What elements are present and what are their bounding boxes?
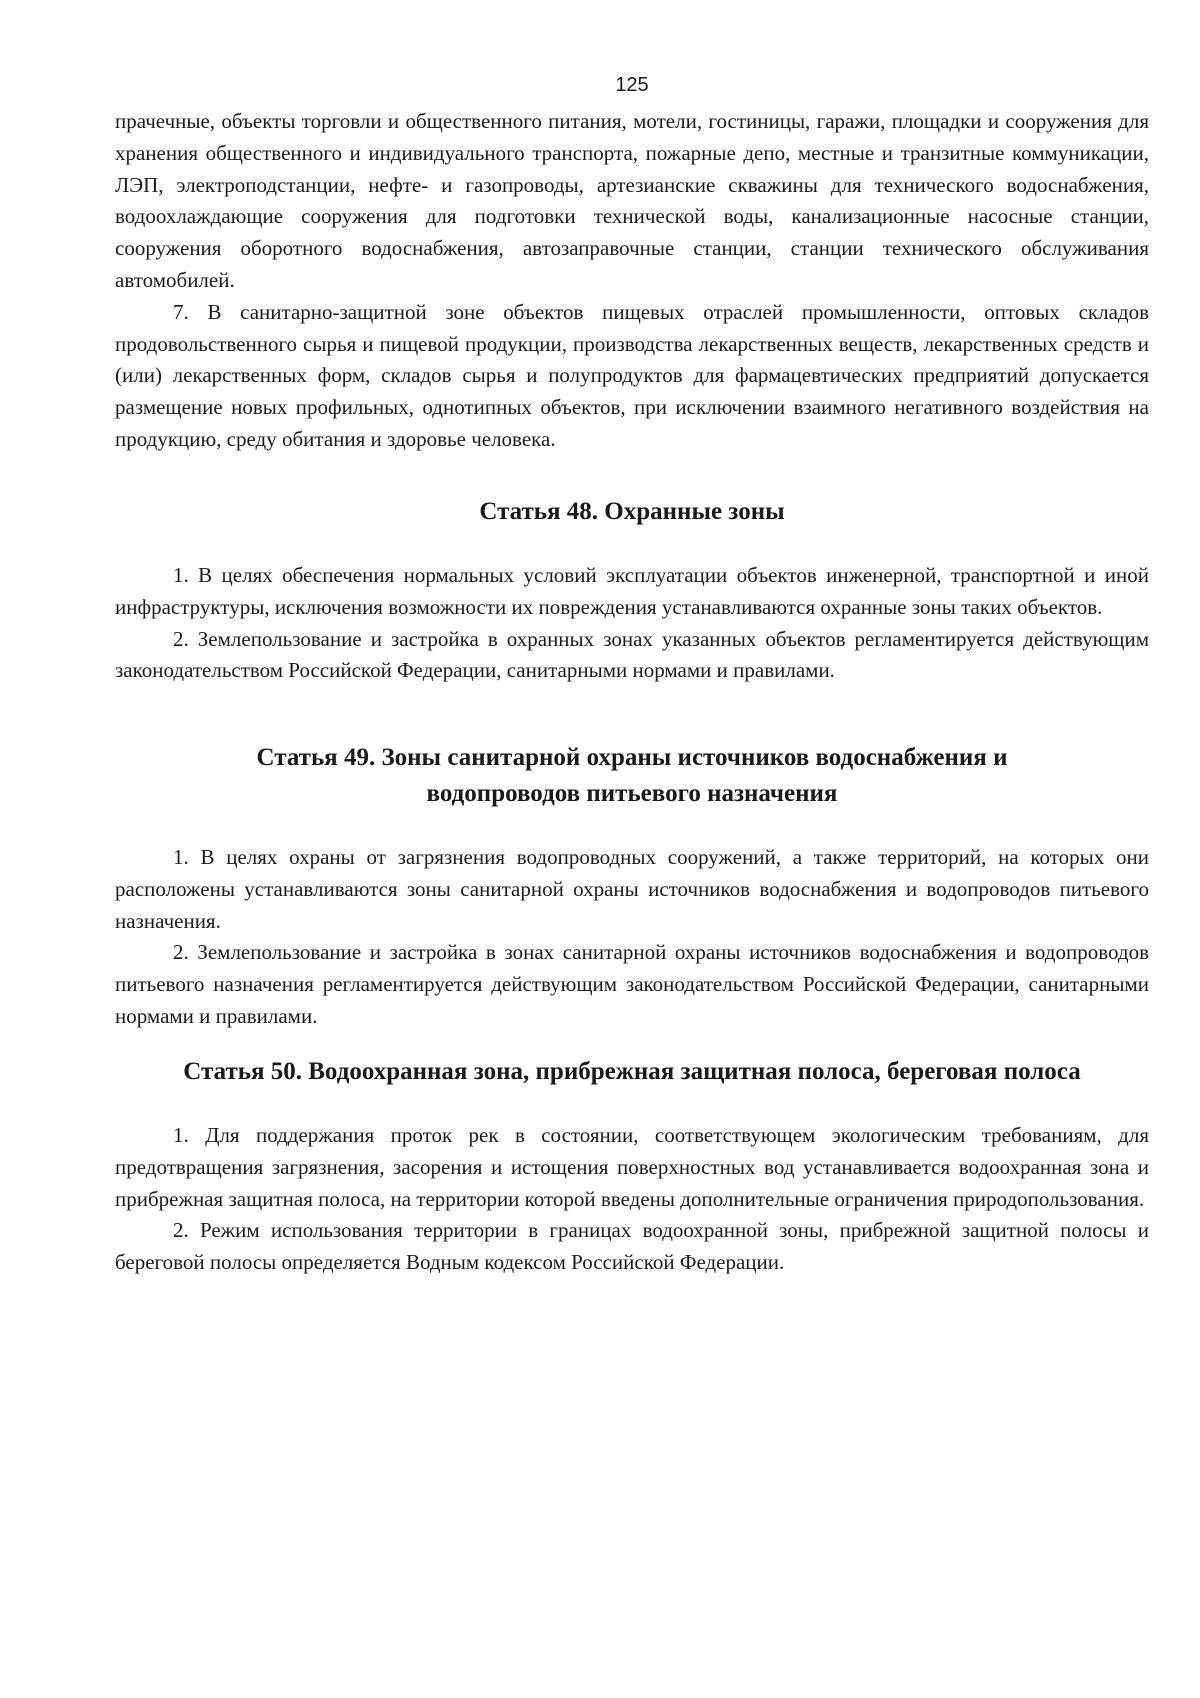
item-7-paragraph: 7. В санитарно-защитной зоне объектов пищевых отраслей промышленности, оптовых складов продовольственного сырья и пищевой продукции, производства лекарственных веществ, лекарственных средств и (или) лекарственных форм, складов сырья и полупродуктов для фармацевтических предприятий допускается размещение новых профильных, однотипных объектов, при исключении взаимного негативного воздействия на продукцию, среду обитания и здоровье человека. — [115, 299, 1149, 451]
article-48-title: Статья 48. Охранные зоны — [479, 498, 785, 525]
intro-section — [115, 106, 1149, 456]
article-49-body — [115, 842, 1149, 1033]
page-number: 125 — [615, 74, 649, 96]
article-49-title-line-2: водопроводов питьевого назначения — [426, 780, 838, 807]
article-48-paragraph-1: 1. В целях обеспечения нормальных условий эксплуатации объектов инженерной, транспортной и иной инфраструктуры, исключения возможности их повреждения устанавливаются охранные зоны таких объектов. — [115, 563, 1149, 619]
article-50-title: Статья 50. Водоохранная зона, прибрежная защитная полоса, береговая полоса — [183, 1058, 1081, 1085]
article-48-body — [115, 560, 1149, 687]
article-49-paragraph-2: 2. Землепользование и застройка в зонах санитарной охраны источников водоснабжения и водопроводов питьевого назначения регламентируется действующим законодательством Российской Федерации, санитарными нормами и правилами. — [115, 940, 1149, 1028]
article-48-paragraph-2: 2. Землепользование и застройка в охранных зонах указанных объектов регламентируется действующим законодательством Российской Федерации, санитарными нормами и правилами. — [115, 626, 1149, 683]
article-50-body — [115, 1120, 1149, 1279]
intro-continuation-paragraph: прачечные, объекты торговли и общественного питания, мотели, гостиницы, гаражи, площадки и сооружения для хранения общественного и индивидуального транспорта, пожарные депо, местные и транзитные коммуникации, ЛЭП, электроподстанции, нефте- и газопроводы, артезианские скважины для технического водоснабжения, водоохлаждающие сооружения для подготовки технической воды, канализационные насосные станции, сооружения оборотного водоснабжения, автозаправочные станции, станции технического обслуживания автомобилей. — [115, 109, 1149, 292]
article-50-paragraph-2: 2. Режим использования территории в границах водоохранной зоны, прибрежной защитной полосы и береговой полосы определяется Водным кодексом Российской Федерации. — [115, 1218, 1149, 1275]
article-49-paragraph-1: 1. В целях охраны от загрязнения водопроводных сооружений, а также территорий, на которых они расположены устанавливаются зоны санитарной охраны источников водоснабжения и водопроводов питьевого назначения. — [115, 845, 1149, 933]
article-49-title-line-1: Статья 49. Зоны санитарной охраны источников водоснабжения и — [256, 744, 1008, 771]
article-50-paragraph-1: 1. Для поддержания проток рек в состоянии, соответствующем экологическим требованиям, для предотвращения загрязнения, засорения и истощения поверхностных вод устанавливается водоохранная зона и прибрежная защитная полоса, на территории которой введены дополнительные ограничения природопользования. — [115, 1123, 1149, 1211]
